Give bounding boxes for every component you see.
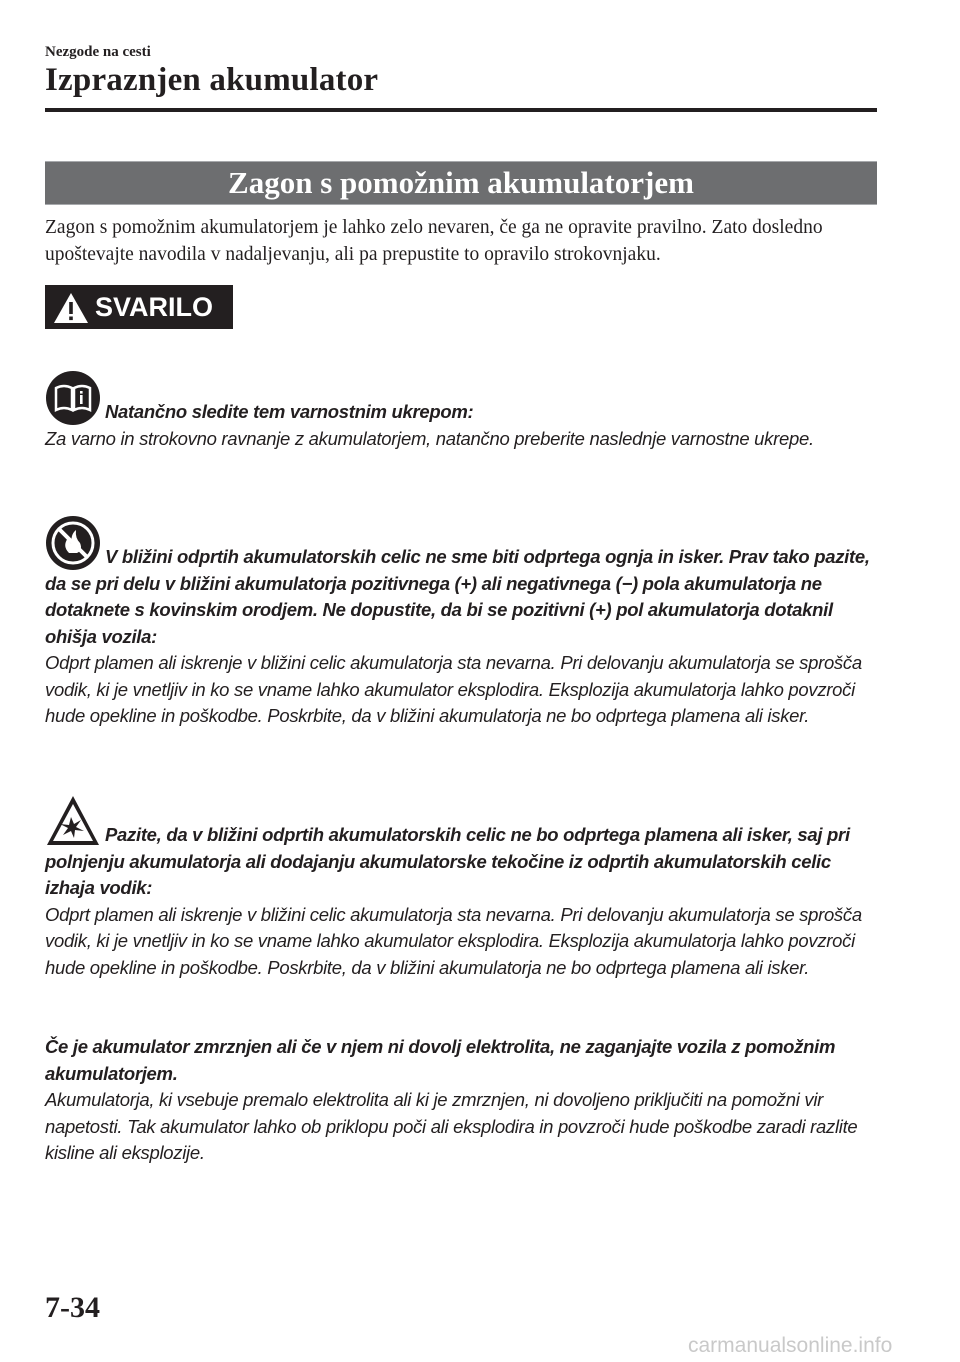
item-body: Za varno in strokovno ravnanje z akumulatorjem, natančno preberite naslednje varnostne ukrepe. [45,427,814,449]
item-heading: V bližini odprtih akumulatorskih celic ne sme biti odprtega ognja in isker. Prav tako pazite, da se pri delu v bližini akumulatorja pozitivnega (+) ali negativnega (−) pola akumulatorja ne dotaknete s kovinskim orodjem. Ne dopustite, da bi se pozitivni (+) pol akumulatorja dotaknil ohišja vozila: [45,546,870,647]
item-heading: Natančno sledite tem varnostnim ukrepom: [105,401,474,422]
page-number: 7-34 [45,1291,100,1324]
safety-item-hydrogen [45,785,885,981]
topic-banner: Zagon s pomožnim akumulatorjem [45,161,877,205]
manual-book-icon [45,370,101,426]
warning-label-text: SVARILO [95,292,214,322]
section-title: Izpraznjen akumulator [45,62,379,98]
intro-paragraph: Zagon s pomožnim akumulatorjem je lahko zelo nevaren, če ga ne opravite pravilno. Zato dosledno upoštevajte navodila v nadaljevanju, ali pa prepustite to opravilo strokovnjaku. [45,217,823,265]
safety-item-no-flame [45,507,885,730]
item-body: Odprt plamen ali iskrenje v bližini celic akumulatorja sta nevarna. Pri delovanju akumulatorja se sprošča vodik, ki je vnetljiv in ko se vname lahko akumulator eksplodira. Eksplozija akumulatorja lahko povzroči hude opekline in poškodbe. Poskrbite, da v bližini akumulatorja ne bo odprtega plamena ali isker. [45,652,862,726]
safety-item-read-manual [45,362,885,452]
no-open-flame-icon [45,515,101,571]
chapter-title: Nezgode na cesti [45,44,151,60]
item-body: Odprt plamen ali iskrenje v bližini celic akumulatorja sta nevarna. Pri delovanju akumulatorja se sprošča vodik, ki je vnetljiv in ko se vname lahko akumulator eksplodira. Eksplozija akumulatorja lahko povzroči hude opekline in poškodbe. Poskrbite, da v bližini akumulatorja ne bo odprtega plamena ali isker. [45,903,862,978]
watermark: carmanualsonline.info [688,1334,893,1357]
item-body: Akumulatorja, ki vsebuje premalo elektrolita ali ki je zmrznjen, ni dovoljeno priključiti na pomožni vir napetosti. Tak akumulator lahko ob priklopu poči ali eksplodira in povzroči hude poškodbe zaradi razlite kisline ali eksplozije. [45,1089,858,1163]
warning-triangle-icon [53,292,89,324]
safety-item-frozen-battery [45,1034,885,1167]
warning-label [45,285,233,329]
header-rule [45,108,877,112]
item-heading: Če je akumulator zmrznjen ali če v njem ni dovolj elektrolita, ne zaganjajte vozila z pomožnim akumulatorjem. [45,1036,836,1084]
explosion-warning-icon [45,793,101,849]
item-heading: Pazite, da v bližini odprtih akumulatorskih celic ne bo odprtega plamena ali isker, saj pri polnjenju akumulatorja ali dodajanju akumulatorske tekočine iz odprtih akumulatorskih celic izhaja vodik: [45,824,850,898]
